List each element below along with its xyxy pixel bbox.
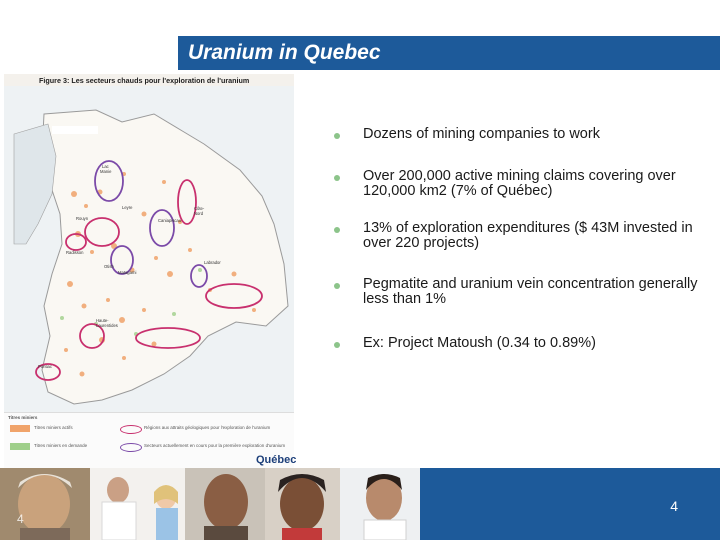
legend-swatch-active	[10, 425, 30, 432]
bullet-text: Dozens of mining companies to work	[363, 126, 600, 142]
svg-text:Lac: Lac	[102, 164, 109, 169]
legend-item-regions: Régions aux attraits géologiques pour l'exploration de l'uranium	[144, 425, 271, 430]
bullet-dot-icon	[334, 342, 340, 348]
svg-text:Matagami: Matagami	[118, 270, 137, 275]
svg-text:Rouyn: Rouyn	[76, 216, 89, 221]
svg-text:Labrador: Labrador	[204, 260, 221, 265]
bullet-dot-icon	[334, 175, 340, 181]
svg-text:Côte-: Côte-	[194, 206, 205, 211]
legend-swatch-sectors	[120, 443, 142, 452]
footer-photo-band	[0, 468, 720, 540]
bullet-text: Ex: Project Matoush (0.34 to 0.89%)	[363, 335, 596, 351]
figure-caption: Figure 3: Les secteurs chauds pour l'exploration de l'uranium	[39, 76, 250, 85]
svg-text:Radisson: Radisson	[66, 250, 84, 255]
people-photo-strip	[0, 468, 420, 540]
svg-text:Laurentides: Laurentides	[96, 323, 118, 328]
bullet-text: 13% of exploration expenditures ($ 43M invested in over 220 projects)	[363, 220, 693, 251]
page-number: 4	[670, 498, 678, 514]
svg-text:Manie: Manie	[100, 169, 112, 174]
slide-title: Uranium in Quebec	[188, 41, 381, 64]
page-number-watermark: 4	[17, 512, 24, 526]
map-legend	[4, 412, 297, 469]
bullet-dot-icon	[334, 133, 340, 139]
bullet-text: Pegmatite and uranium vein concentration generally less than 1%	[363, 276, 698, 307]
quebec-map-figure	[4, 74, 294, 412]
legend-swatch-regions	[120, 425, 142, 434]
legend-swatch-pending	[10, 443, 30, 450]
svg-text:Nord: Nord	[194, 211, 204, 216]
bullet-dot-icon	[334, 283, 340, 289]
title-bar	[178, 36, 720, 70]
quebec-logo: Québec	[256, 454, 297, 466]
svg-text:Otish: Otish	[104, 264, 114, 269]
quebec-map-image	[4, 74, 294, 412]
legend-item-active: Titres miniers actifs	[34, 425, 73, 430]
footer-blue-panel	[420, 468, 720, 540]
svg-text:Haute-: Haute-	[96, 318, 109, 323]
svg-text:Pontiac: Pontiac	[38, 364, 52, 369]
svg-text:Leyre: Leyre	[122, 205, 133, 210]
svg-text:Caniapiscau: Caniapiscau	[158, 218, 182, 223]
legend-item-sectors: Secteurs actuellement en cours pour la première exploration d'uranium	[144, 443, 286, 448]
bullet-dot-icon	[334, 227, 340, 233]
legend-item-pending: Titres miniers en demande	[34, 443, 88, 448]
bullet-text: Over 200,000 active mining claims covering over 120,000 km2 (7% of Québec)	[363, 168, 676, 199]
legend-heading: Titres miniers	[8, 415, 38, 420]
